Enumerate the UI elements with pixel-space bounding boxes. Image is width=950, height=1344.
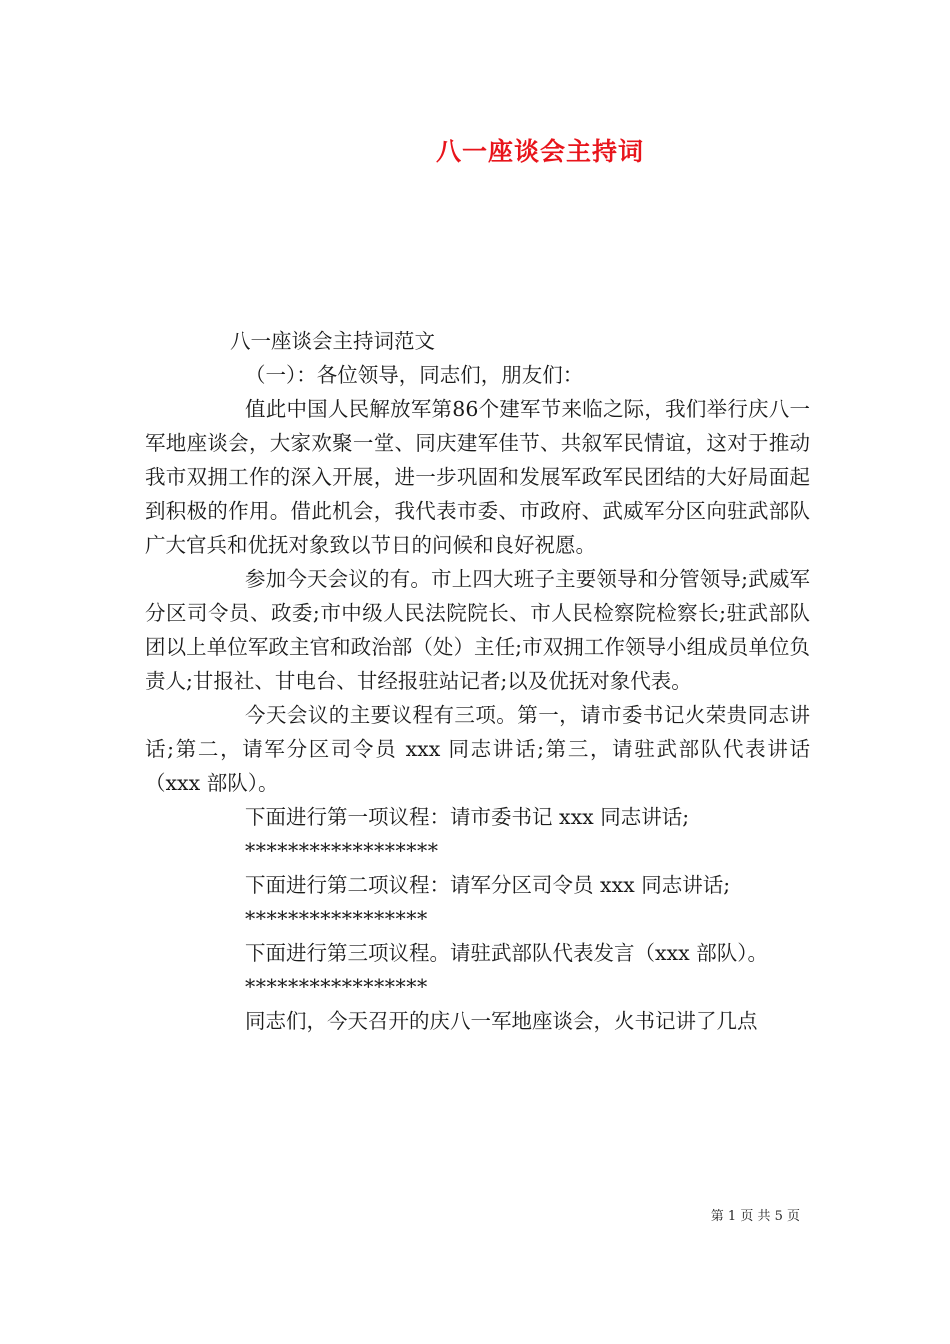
agenda-separator-2: ***************** [245,907,428,931]
agenda-item-3: 下面进行第三项议程。请驻武部队代表发言（xxx 部队）。 [245,941,768,965]
document-subtitle: 八一座谈会主持词范文 [230,329,435,353]
paragraph-2: 参加今天会议的有。市上四大班子主要领导和分管领导;武威军分区司令员、政委;市中级人民法院院长、市人民检察院检察长;驻武部队团以上单位军政主官和政治部（处）主任;市双拥工作领导小组成员单位负责人;甘报社、甘电台、甘经报驻站记者;以及优抚对象代表。 [145,567,810,693]
paragraph-3: 今天会议的主要议程有三项。第一，请市委书记火荣贵同志讲话;第二，请军分区司令员 xxx 同志讲话;第三，请驻武部队代表讲话（xxx 部队）。 [145,703,810,795]
agenda-separator-1: ****************** [245,839,439,863]
agenda-item-1: 下面进行第一项议程：请市委书记 xxx 同志讲话; [245,805,690,829]
agenda-separator-3: ***************** [245,975,428,999]
agenda-item-2: 下面进行第二项议程：请军分区司令员 xxx 同志讲话; [245,873,731,897]
page-number: 第 1 页 共 5 页 [710,1209,800,1224]
document-title: 八一座谈会主持词 [435,137,644,166]
closing-paragraph: 同志们，今天召开的庆八一军地座谈会，火书记讲了几点 [245,1009,758,1033]
paragraph-1: 值此中国人民解放军第86个建军节来临之际，我们举行庆八一军地座谈会，大家欢聚一堂、同庆建军佳节、共叙军民情谊，这对于推动我市双拥工作的深入开展，进一步巩固和发展军政军民团结的大好局面起到积极的作用。借此机会，我代表市委、市政府、武威军分区向驻武部队广大官兵和优抚对象致以节日的问候和良好祝愿。 [145,397,810,557]
salutation: （一）：各位领导，同志们，朋友们： [245,363,584,387]
document-body [145,324,810,1038]
